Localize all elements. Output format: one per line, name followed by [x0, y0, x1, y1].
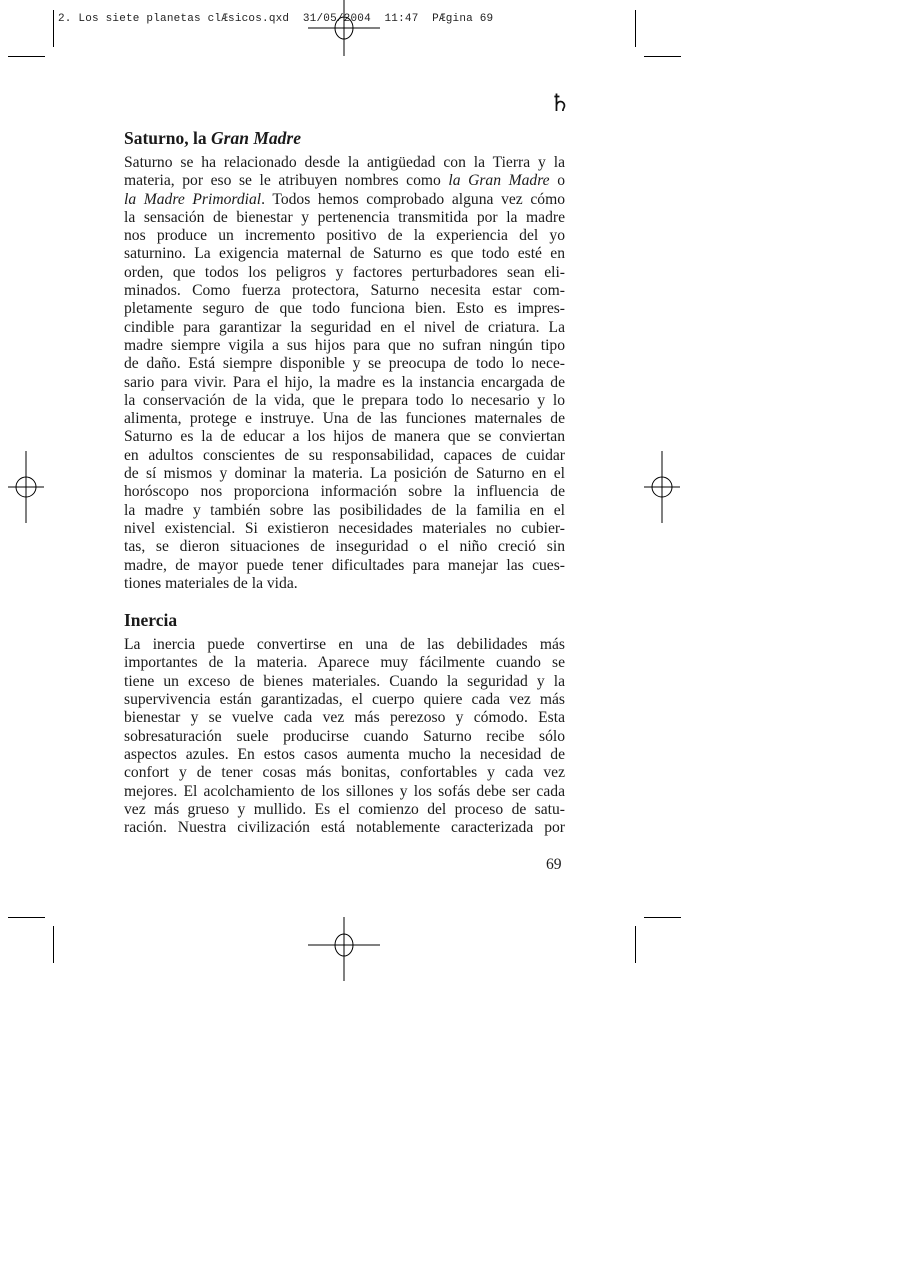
crop-mark-bottom-right-h: [644, 917, 681, 918]
text: sario para vivir. Para el hijo, la madre es la instancia encargada de: [124, 373, 565, 391]
text: madre siempre vigila a sus hijos para que no sufran ningún tipo: [124, 336, 565, 354]
registration-mark-top-icon: [308, 0, 380, 64]
page-number: 69: [546, 856, 562, 873]
text: saturnino. La exigencia maternal de Saturno es que todo esté en: [124, 245, 565, 263]
crop-mark-top-left-v: [53, 10, 54, 47]
text: tiene un exceso de bienes materiales. Cuando la seguridad y la: [124, 672, 565, 690]
text-line: [124, 746, 565, 764]
registration-mark-bottom-icon: [308, 909, 380, 981]
text-line: [124, 209, 565, 227]
heading-text: Inercia: [124, 610, 178, 631]
crop-mark-bottom-left-h: [8, 917, 45, 918]
section-heading: [124, 127, 565, 149]
crop-mark-bottom-right-v: [635, 926, 636, 963]
text-line: [124, 172, 565, 190]
text: alimenta, protege e instruye. Una de las funciones maternales de: [124, 410, 565, 428]
paragraph: [124, 636, 565, 837]
text: la sensación de bienestar y pertenencia transmitida por la madre: [124, 208, 565, 226]
print-slug: [58, 13, 493, 25]
text: mejores. El acolchamiento de los sillones y los sofás debe ser cada: [124, 782, 565, 800]
text-line: [124, 691, 565, 709]
registration-mark-right-icon: [626, 451, 698, 523]
text: materia, por eso se le atribuyen nombres como: [124, 172, 449, 190]
text-line: [124, 300, 565, 318]
text-line: [124, 319, 565, 337]
text-line: [124, 191, 565, 209]
text: de daño. Está siempre disponible y se preocupa de todo lo nece-: [124, 355, 565, 373]
text: . Todos hemos comprobado alguna vez cómo: [261, 190, 565, 208]
text-line: [124, 154, 565, 172]
text-line: [124, 520, 565, 538]
slug-time: 11:47: [384, 13, 419, 25]
text: Saturno es la de educar a los hijos de manera que se conviertan: [124, 428, 565, 446]
text-line: [124, 801, 565, 819]
text: aspectos azules. En estos casos aumenta mucho la necesidad de: [124, 745, 565, 763]
text-line: [124, 483, 565, 501]
text-line: [124, 374, 565, 392]
text: nivel existencial. Si existieron necesidades materiales no cubier-: [124, 519, 565, 537]
slug-date: 31/05/2004: [302, 13, 371, 25]
italic-text: la Madre Primordial: [124, 190, 262, 208]
text: cindible para garantizar la seguridad en el nivel de criatura. La: [124, 318, 565, 336]
text: de sí mismos y dominar la materia. La posición de Saturno en el: [124, 465, 565, 483]
text: pletamente seguro de que todo funciona bien. Esto es impres-: [124, 300, 565, 318]
text-line: [124, 465, 565, 483]
crop-mark-top-left-h: [8, 56, 45, 57]
text-line: [124, 355, 565, 373]
text: confort y de tener cosas más bonitas, confortables y cada vez: [124, 764, 565, 782]
text: nos produce un incremento positivo de la experiencia del yo: [124, 227, 565, 245]
text-line: [124, 673, 565, 691]
text: tiones materiales de la vida.: [124, 574, 298, 592]
text-line: [124, 410, 565, 428]
text-line: [124, 245, 565, 263]
text-line: [124, 282, 565, 300]
text: horóscopo nos proporciona información sobre la influencia de: [124, 483, 565, 501]
italic-text: la Gran Madre: [448, 172, 550, 190]
text: la madre y también sobre las posibilidades de la familia en el: [124, 501, 565, 519]
text: sobresaturación suele producirse cuando Saturno recibe sólo: [124, 727, 565, 745]
heading-italic-text: Gran Madre: [211, 128, 301, 148]
text: madre, de mayor puede tener dificultades para manejar las cues-: [124, 556, 565, 574]
text-line: [124, 337, 565, 355]
text-line: [124, 538, 565, 556]
text: supervivencia están garantizadas, el cuerpo quiere cada vez más: [124, 691, 565, 709]
text-line: [124, 783, 565, 801]
text-line: [124, 728, 565, 746]
crop-mark-bottom-left-v: [53, 926, 54, 963]
text: orden, que todos los peligros y factores perturbadores sean eli-: [124, 263, 565, 281]
text: ración. Nuestra civilización está notablemente caracterizada por: [124, 819, 565, 837]
text: la conservación de la vida, que le prepara todo lo necesario y lo: [124, 391, 565, 409]
text: minados. Como fuerza protectora, Saturno necesita estar com-: [124, 282, 565, 300]
text: o: [549, 172, 565, 190]
text-line: [124, 264, 565, 282]
text-line: [124, 392, 565, 410]
heading-text: Saturno, la: [124, 128, 212, 148]
page-content: [124, 127, 565, 837]
section-heading: [124, 609, 565, 631]
slug-page: PÆgina 69: [432, 13, 494, 25]
text-line: [124, 654, 565, 672]
text-line: [124, 575, 565, 593]
text: bienestar y se vuelve cada vez más perezoso y cómodo. Esta: [124, 709, 565, 727]
text-line: [124, 709, 565, 727]
text-line: [124, 636, 565, 654]
slug-file: 2. Los siete planetas clÆsicos.qxd: [58, 13, 290, 25]
crop-mark-top-right-h: [644, 56, 681, 57]
saturn-symbol-icon: ♄: [549, 89, 571, 117]
text: en adultos conscientes de su responsabilidad, capaces de cuidar: [124, 446, 565, 464]
text-line: [124, 819, 565, 837]
text-line: [124, 428, 565, 446]
text-line: [124, 502, 565, 520]
registration-mark-left-icon: [0, 451, 62, 523]
text-line: [124, 764, 565, 782]
text: importantes de la materia. Aparece muy fácilmente cuando se: [124, 654, 565, 672]
text-line: [124, 227, 565, 245]
text: vez más grueso y mullido. Es el comienzo del proceso de satu-: [124, 800, 565, 818]
crop-mark-top-right-v: [635, 10, 636, 47]
paragraph: [124, 154, 565, 593]
text-line: [124, 557, 565, 575]
text: La inercia puede convertirse en una de las debilidades más: [124, 636, 565, 654]
text-line: [124, 447, 565, 465]
text: Saturno se ha relacionado desde la antigüedad con la Tierra y la: [124, 154, 565, 171]
text: tas, se dieron situaciones de inseguridad o el niño creció sin: [124, 538, 565, 556]
